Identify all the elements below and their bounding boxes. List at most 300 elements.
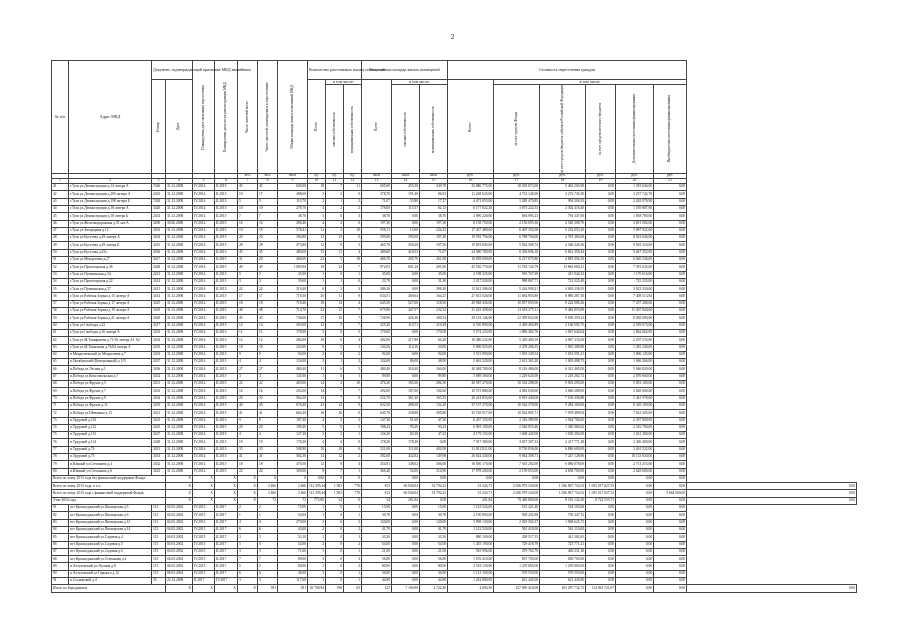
table-row: [52, 548, 857, 555]
data-cell: 2: [326, 205, 344, 212]
data-cell: 13: [326, 235, 344, 242]
data-cell: 480,40: [362, 366, 392, 373]
data-cell: 3433: [152, 388, 166, 395]
data-cell: 45: [258, 315, 278, 322]
data-cell: 10: [308, 337, 326, 344]
data-cell: 70: [52, 395, 69, 402]
data-cell: 86: [52, 541, 69, 548]
summary-label: Всего по этапу 2013 года, в т.ч.:: [52, 483, 166, 490]
data-cell: 524,70: [362, 395, 392, 402]
data-cell: 3433: [152, 227, 166, 234]
data-cell: 4: [308, 439, 326, 446]
data-cell: 45: [258, 184, 278, 191]
data-cell: 163,35: [420, 395, 448, 402]
data-cell: 0,00: [586, 308, 616, 315]
data-cell: 12 399 822,00: [494, 315, 540, 322]
data-cell: 205,70: [392, 256, 420, 263]
data-cell: 361,30: [392, 395, 420, 402]
summary-cell: 103 297 732,73: [540, 585, 586, 592]
address-cell: п.Победа ул.Шевченко д.13: [69, 410, 152, 417]
data-cell: 170,00: [420, 329, 448, 336]
data-cell: 7 563 292,00: [494, 461, 540, 468]
data-cell: IV.2014: [193, 344, 215, 351]
data-cell: 2 198 325,00: [448, 271, 494, 278]
data-cell: II.2015: [215, 184, 238, 191]
data-cell: 11: [238, 329, 258, 336]
data-cell: 0: [326, 373, 344, 380]
table-row: [52, 322, 857, 329]
data-cell: II.2017: [215, 526, 238, 533]
data-cell: 118,50: [420, 300, 448, 307]
data-cell: 19 593 756,00: [448, 235, 494, 242]
data-cell: 0,00: [654, 395, 687, 402]
data-cell: 10 924 805,71: [494, 410, 540, 417]
address-cell: п.Трудовой д.74: [69, 446, 152, 453]
data-cell: 0,00: [586, 461, 616, 468]
data-cell: 31,30: [420, 278, 448, 285]
data-cell: II.2015: [215, 351, 238, 358]
data-cell: 292,00: [278, 388, 308, 395]
summary-cell: 8 722 553,73: [586, 497, 616, 504]
data-cell: 5 924 308,74: [494, 242, 540, 249]
data-cell: 0,00: [392, 570, 420, 577]
summary-cell: 1 055 017 027,53: [586, 490, 616, 497]
summary-cell: 0,00: [654, 585, 687, 592]
data-cell: 27 137 270,00: [448, 402, 494, 409]
data-cell: 113: [152, 512, 166, 519]
table-row: [52, 534, 857, 541]
data-cell: 3: [326, 191, 344, 198]
data-cell: 3434: [152, 337, 166, 344]
summary-label: Всего по этапу 2013 года без финансовой поддержки Фонда:: [52, 475, 166, 482]
data-cell: 0,00: [654, 446, 687, 453]
table-row: [52, 184, 857, 191]
data-cell: 64: [52, 351, 69, 358]
data-cell: 31.12.2008: [166, 388, 193, 395]
data-cell: 4: [258, 432, 278, 439]
data-cell: 22: [258, 286, 278, 293]
data-cell: 561 110,00: [540, 526, 586, 533]
data-cell: 534 103,60: [540, 505, 586, 512]
data-cell: 0,00: [654, 432, 687, 439]
data-cell: 1: [308, 373, 326, 380]
data-cell: 2: [344, 541, 362, 548]
data-cell: 0,00: [616, 563, 654, 570]
data-cell: 11 367 820,00: [616, 308, 654, 315]
data-cell: 2: [344, 205, 362, 212]
data-cell: 9: [258, 417, 278, 424]
column-number-cell: 15: [420, 179, 448, 184]
data-cell: 7 408 513,84: [616, 293, 654, 300]
data-cell: 24 580 780,00: [448, 249, 494, 256]
address-cell: г.Тула ул.Загородная д.12: [69, 227, 152, 234]
data-cell: IV.2014: [193, 264, 215, 271]
data-cell: 5 663 220,00: [448, 359, 494, 366]
data-cell: 14: [326, 402, 344, 409]
data-cell: 282,00: [362, 337, 392, 344]
data-cell: 16: [308, 410, 326, 417]
data-cell: 20 587 270,00: [448, 381, 494, 388]
data-cell: 1 218 202,72: [540, 373, 586, 380]
data-cell: 0,00: [654, 424, 687, 431]
summary-cell: 3 466: [258, 483, 278, 490]
data-cell: 1: [344, 344, 362, 351]
data-cell: 0: [326, 534, 344, 541]
data-cell: 41: [52, 184, 69, 191]
data-cell: 13 863 000,21: [540, 264, 586, 271]
data-cell: 721 325,49: [540, 278, 586, 285]
header-area-total: Всего: [362, 80, 392, 174]
data-cell: 2 559 673,00: [616, 322, 654, 329]
data-cell: 3435: [152, 344, 166, 351]
data-cell: 3: [308, 359, 326, 366]
data-cell: 729 418,79: [494, 541, 540, 548]
data-cell: 0,00: [654, 373, 687, 380]
data-cell: 25 886 775,00: [448, 184, 494, 191]
data-cell: 0,00: [586, 373, 616, 380]
data-cell: 2 307 800,00: [616, 417, 654, 424]
data-cell: 0,00: [586, 505, 616, 512]
column-number-cell: 14: [392, 179, 420, 184]
data-cell: 691,20: [392, 264, 420, 271]
data-cell: 605,00: [278, 184, 308, 191]
data-cell: 31.12.2008: [166, 315, 193, 322]
data-cell: 0,00: [586, 468, 616, 475]
table-row: [52, 395, 857, 402]
data-cell: 3 826 000,00: [616, 388, 654, 395]
data-cell: 4 714 146,00: [494, 191, 540, 198]
data-cell: 488,60: [278, 191, 308, 198]
address-cell: пгт Краснодонский ул.Садовая д.5: [69, 541, 152, 548]
data-cell: 0,00: [586, 410, 616, 417]
data-cell: 93,23: [420, 424, 448, 431]
data-cell: 2: [344, 359, 362, 366]
data-cell: IV.2015: [193, 519, 215, 526]
data-cell: 31 245 458,00: [448, 308, 494, 315]
summary-cell: X: [193, 585, 215, 592]
data-cell: 45 536 770,00: [448, 264, 494, 271]
data-cell: 0: [326, 556, 344, 563]
data-cell: IV.2014: [193, 359, 215, 366]
data-cell: II.2015: [215, 198, 238, 205]
data-cell: 678,40: [278, 402, 308, 409]
data-cell: 27: [258, 366, 278, 373]
data-cell: 0,00: [586, 198, 616, 205]
data-cell: 2: [326, 417, 344, 424]
data-cell: 04.03.2002: [166, 548, 193, 555]
summary-cell: X: [193, 490, 215, 497]
table-row: [52, 205, 857, 212]
column-number-cell: 10: [308, 179, 326, 184]
data-cell: 476,20: [362, 381, 392, 388]
data-cell: 7: [238, 556, 258, 563]
summary-cell: X: [166, 483, 193, 490]
data-cell: 1: [344, 512, 362, 519]
data-cell: 358,20: [392, 242, 420, 249]
data-cell: 4: [344, 249, 362, 256]
data-cell: 178,20: [278, 439, 308, 446]
data-cell: IV.2014: [193, 410, 215, 417]
data-cell: 3: [238, 548, 258, 555]
data-cell: 1: [344, 548, 362, 555]
data-cell: 144,56: [362, 344, 392, 351]
summary-cell: 34: [326, 497, 344, 504]
data-cell: 3: [344, 213, 362, 220]
data-cell: 7 623 505,00: [616, 410, 654, 417]
data-cell: 2: [344, 198, 362, 205]
data-cell: 89,00: [278, 556, 308, 563]
data-cell: 0,00: [586, 432, 616, 439]
data-cell: 3434: [152, 395, 166, 402]
data-cell: 1 285 470,85: [494, 198, 540, 205]
data-cell: 1: [238, 512, 258, 519]
data-cell: 3420: [152, 205, 166, 212]
data-cell: IV.2014: [193, 220, 215, 227]
data-cell: 582,00: [362, 454, 392, 461]
data-cell: 178,20: [362, 439, 392, 446]
data-cell: 18: [344, 256, 362, 263]
data-cell: 0,00: [654, 293, 687, 300]
data-cell: 3: [308, 519, 326, 526]
data-cell: II.2015: [215, 410, 238, 417]
data-cell: 1 229 625,00: [494, 373, 540, 380]
data-cell: 22: [238, 468, 258, 475]
unit-cell: ед.: [344, 174, 362, 179]
data-cell: 6 788 756,00: [494, 235, 540, 242]
table-row: [52, 505, 857, 512]
data-cell: 20: [238, 235, 258, 242]
data-cell: 19: [258, 227, 278, 234]
data-cell: 13 653 375,11: [494, 308, 540, 315]
data-cell: IV.2014: [193, 242, 215, 249]
data-cell: 04.03.2002: [166, 534, 193, 541]
summary-cell: 0,00: [687, 483, 857, 490]
table-row: [52, 329, 857, 336]
data-cell: 54,00: [278, 541, 308, 548]
data-cell: II.2015: [215, 359, 238, 366]
data-cell: 4 179 153,00: [448, 432, 494, 439]
data-cell: 57: [52, 300, 69, 307]
data-cell: 3: [344, 242, 362, 249]
address-cell: п.Победа ул.Фрунзе д.7: [69, 388, 152, 395]
summary-cell: 0,00: [616, 475, 654, 482]
data-cell: II.2015: [215, 402, 238, 409]
data-cell: IV.2014: [193, 227, 215, 234]
data-cell: IV.2014: [193, 329, 215, 336]
data-cell: 5 853 100,00: [616, 381, 654, 388]
table-row: [52, 213, 857, 220]
data-cell: 18: [308, 184, 326, 191]
data-cell: 31.12.2008: [166, 424, 193, 431]
data-cell: 726,90: [362, 315, 392, 322]
data-cell: 0,00: [654, 402, 687, 409]
data-cell: II.2017: [215, 563, 238, 570]
data-cell: 0,00: [654, 264, 687, 271]
data-cell: 6 963 100,00: [448, 424, 494, 431]
data-cell: 2 100 800,00: [448, 512, 494, 519]
data-cell: IV.2014: [193, 417, 215, 424]
data-cell: 47: [52, 227, 69, 234]
table-row: [52, 563, 857, 570]
data-cell: 489,60: [278, 249, 308, 256]
data-cell: 14: [326, 300, 344, 307]
summary-cell: X: [193, 475, 215, 482]
data-cell: 0,00: [586, 300, 616, 307]
data-cell: II.2015: [215, 256, 238, 263]
data-cell: 31.12.2008: [166, 286, 193, 293]
data-cell: 10 857 855,00: [494, 300, 540, 307]
final-total-row: [52, 585, 857, 592]
data-cell: 06.03.2002: [166, 563, 193, 570]
data-cell: 31.12.2008: [166, 439, 193, 446]
table-row: [52, 344, 857, 351]
data-cell: 63: [52, 344, 69, 351]
data-cell: 994 204,93: [540, 198, 586, 205]
data-cell: 4: [258, 359, 278, 366]
data-cell: 8 023 626,00: [616, 235, 654, 242]
header-rooms-group: Количество расселяемых жилых помещений: [308, 61, 362, 80]
data-cell: 2 417 771,38: [540, 439, 586, 446]
data-cell: 1 676 410,00: [448, 556, 494, 563]
column-number-cell: 1: [52, 179, 69, 184]
data-cell: 45: [238, 249, 258, 256]
unit-cell: руб.: [448, 174, 494, 179]
data-cell: 31.12.2008: [166, 432, 193, 439]
data-cell: 3: [308, 198, 326, 205]
data-cell: 41: [238, 410, 258, 417]
table-row: [52, 402, 857, 409]
data-cell: IV.2015: [193, 526, 215, 533]
summary-cell: 813: [362, 490, 392, 497]
data-cell: 88: [52, 556, 69, 563]
data-cell: II.2015: [215, 373, 238, 380]
data-cell: 0,00: [586, 366, 616, 373]
data-cell: 12: [308, 242, 326, 249]
data-cell: 14: [258, 322, 278, 329]
data-cell: 7: [326, 395, 344, 402]
data-cell: 8 880 287,30: [540, 293, 586, 300]
address-cell: г.Тула ул.Демонстрации д.18 литера А: [69, 205, 152, 212]
summary-cell: 2 722,40: [420, 585, 448, 592]
data-cell: 31 812 811,00: [448, 446, 494, 453]
data-cell: 38,70: [362, 213, 392, 220]
data-cell: 0: [326, 505, 344, 512]
data-cell: 188,43: [362, 424, 392, 431]
data-cell: 114,71: [392, 322, 420, 329]
header-area-incl: в том числе:: [392, 80, 448, 85]
data-cell: 80,00: [420, 563, 448, 570]
data-cell: 2: [308, 351, 326, 358]
summary-cell: 0,00: [687, 490, 857, 497]
data-cell: 0,00: [654, 315, 687, 322]
data-cell: 5 463 265,90: [540, 184, 586, 191]
data-cell: 0,00: [654, 461, 687, 468]
summary-cell: 0: [362, 475, 392, 482]
summary-cell: 112 395,44: [308, 483, 326, 490]
header-cost-group: Стоимость переселения граждан: [448, 61, 687, 80]
data-cell: 1 259 065,00: [494, 563, 540, 570]
data-cell: 0,00: [586, 541, 616, 548]
data-cell: 632,50: [362, 402, 392, 409]
data-cell: 4: [308, 220, 326, 227]
data-cell: 115: [152, 548, 166, 555]
data-cell: 10: [238, 227, 258, 234]
data-cell: 1: [344, 505, 362, 512]
data-cell: 3423: [152, 417, 166, 424]
data-cell: 0,00: [586, 344, 616, 351]
data-cell: 0,00: [654, 271, 687, 278]
unit-cell: кв.м: [420, 174, 448, 179]
data-cell: 31.12.2008: [166, 308, 193, 315]
data-cell: IV.2014: [193, 300, 215, 307]
data-cell: 0,00: [586, 548, 616, 555]
data-cell: 4: [344, 337, 362, 344]
data-cell: II.2017: [215, 512, 238, 519]
data-cell: 3436: [152, 366, 166, 373]
data-cell: 0,00: [654, 563, 687, 570]
data-cell: 16: [238, 388, 258, 395]
data-cell: 113: [152, 519, 166, 526]
address-cell: п.Победа ул.Фрунзе д.9: [69, 395, 152, 402]
column-number-cell: 17: [494, 179, 540, 184]
header-n-pp: № п/п: [52, 61, 69, 174]
data-cell: 115: [152, 556, 166, 563]
data-cell: 1: [344, 578, 362, 585]
data-cell: 5 429 400,10: [494, 337, 540, 344]
address-cell: г.Тула ул.Пролетарская д.36: [69, 264, 152, 271]
data-cell: 48: [238, 308, 258, 315]
data-cell: IV.2014: [193, 308, 215, 315]
data-cell: 634,51: [362, 293, 392, 300]
summary-cell: 2 036 979 320,00: [494, 490, 540, 497]
data-cell: 3431: [152, 446, 166, 453]
data-cell: 45: [52, 213, 69, 220]
data-cell: 145,00: [278, 373, 308, 380]
data-cell: 1 242 890,00: [448, 578, 494, 585]
table-body: [52, 184, 857, 593]
data-cell: 4: [344, 461, 362, 468]
address-cell: г.Тула ул.Рабочая Зорька д.21 литера А: [69, 315, 152, 322]
summary-cell: 201,84: [448, 497, 494, 504]
data-cell: 0: [326, 548, 344, 555]
data-cell: 286,30: [362, 286, 392, 293]
data-cell: 197,30: [420, 220, 448, 227]
data-cell: 9: [344, 293, 362, 300]
data-cell: 1 886 402,76: [494, 329, 540, 336]
data-cell: 593 767,69: [494, 271, 540, 278]
data-cell: 31.12.2008: [166, 242, 193, 249]
summary-cell: X: [238, 475, 258, 482]
data-cell: IV.2014: [193, 468, 215, 475]
data-cell: 0,00: [392, 548, 420, 555]
data-cell: 53,80: [392, 198, 420, 205]
table-row: [52, 454, 857, 461]
data-cell: 1 559 887,90: [616, 205, 654, 212]
data-cell: 2: [258, 505, 278, 512]
data-cell: 22: [238, 381, 258, 388]
data-cell: 714,70: [278, 308, 308, 315]
data-cell: 21,00: [362, 548, 392, 555]
stage-2014-row: [52, 497, 857, 504]
data-cell: 75,00: [278, 505, 308, 512]
column-number-cell: 12: [344, 179, 362, 184]
data-cell: 306,00: [420, 461, 448, 468]
data-cell: II.2015: [215, 424, 238, 431]
data-cell: 14: [308, 388, 326, 395]
data-cell: 56: [52, 293, 69, 300]
data-cell: 0: [326, 570, 344, 577]
address-cell: п.Октябрьский (Центральный) д.115: [69, 359, 152, 366]
